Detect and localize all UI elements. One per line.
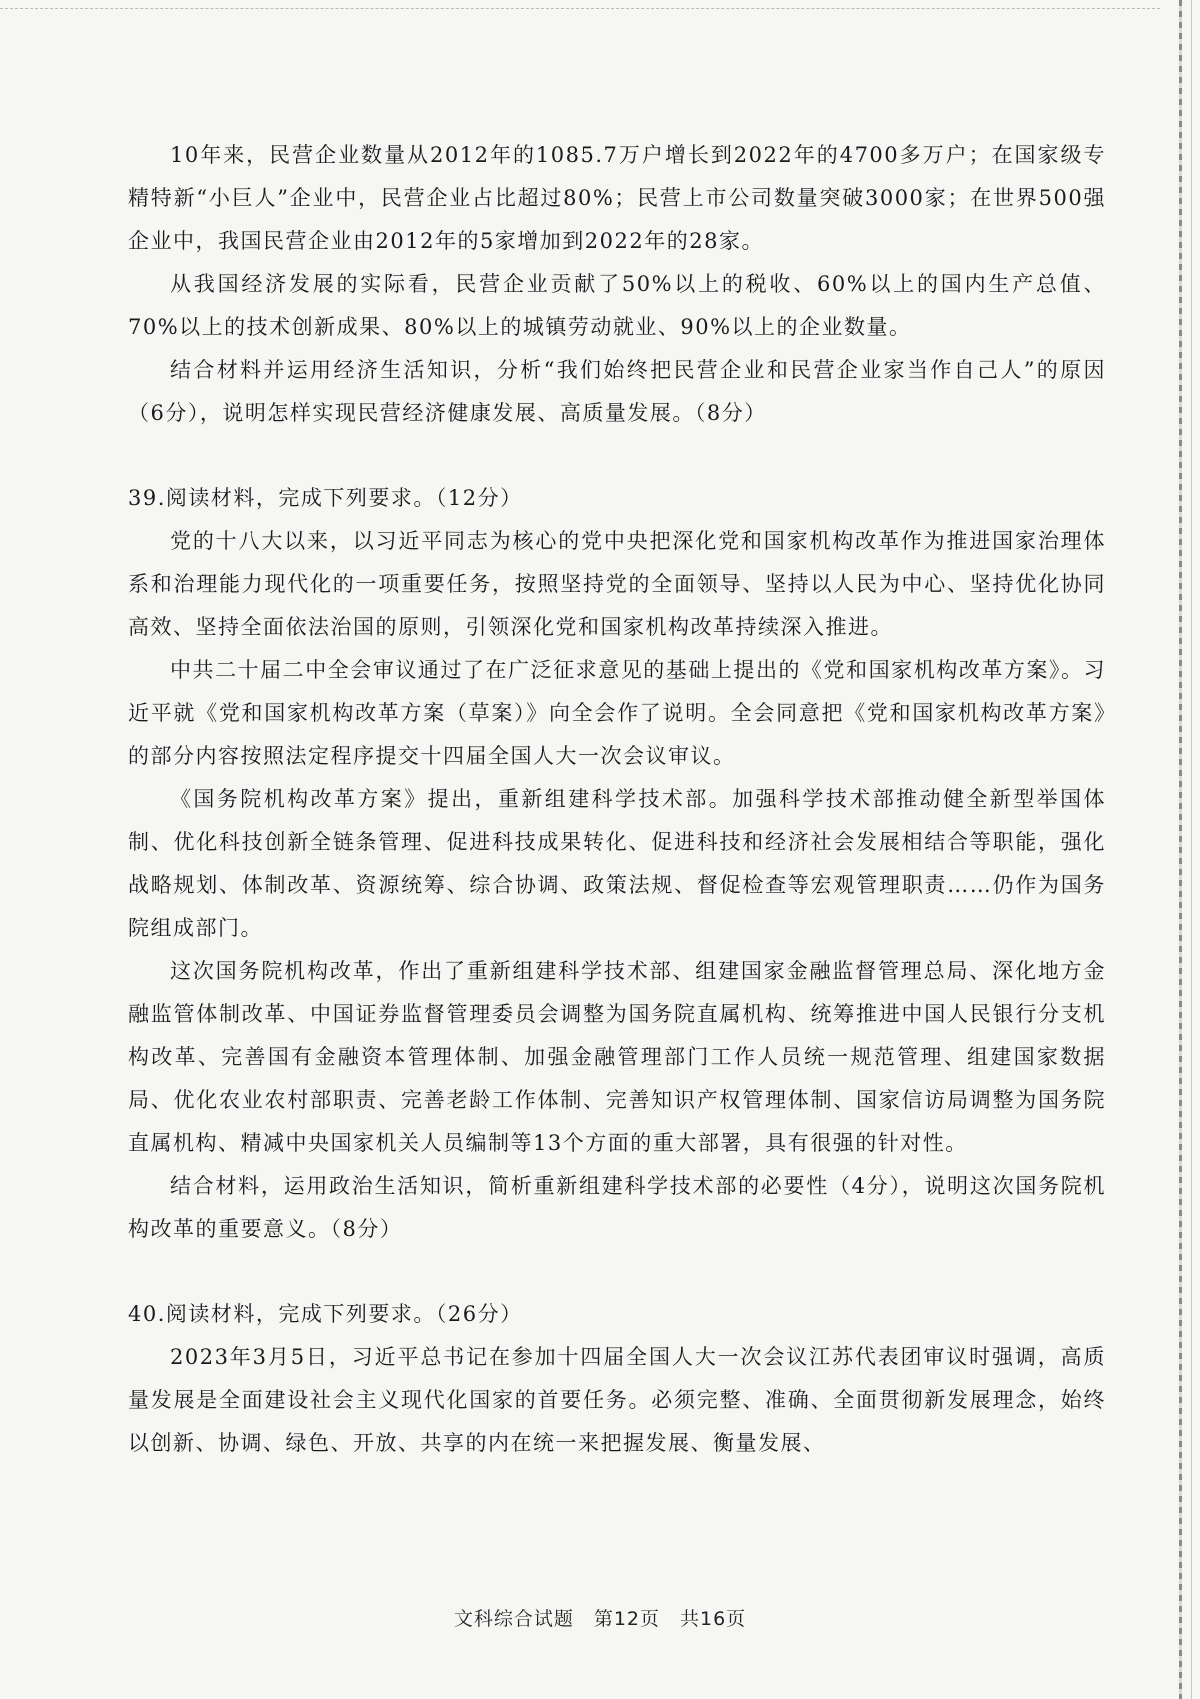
question-prompt: 结合材料，运用政治生活知识，简析重新组建科学技术部的必要性（4分），说明这次国务院机构改革的重要意义。（8分） xyxy=(128,1174,1106,1241)
scan-binding-edge xyxy=(1179,0,1182,1699)
question-40 xyxy=(128,1293,1106,1465)
paragraph: 10年来，民营企业数量从2012年的1085.7万户增长到2022年的4700多万户；在国家级专精特新“小巨人”企业中，民营企业占比超过80%；民营上市公司数量突破3000家；在世界500强企业中，我国民营企业由2012年的5家增加到2022年的28家。 xyxy=(128,143,1106,253)
scan-binding-edge-line xyxy=(1191,0,1192,1699)
page-footer: 文科综合试题 第12页 共16页 xyxy=(453,1608,747,1630)
paragraph: 从我国经济发展的实际看，民营企业贡献了50%以上的税收、60%以上的国内生产总值、70%以上的技术创新成果、80%以上的城镇劳动就业、90%以上的企业数量。 xyxy=(128,272,1106,339)
paragraph: 这次国务院机构改革，作出了重新组建科学技术部、组建国家金融监督管理总局、深化地方金融监管体制改革、中国证券监督管理委员会调整为国务院直属机构、统筹推进中国人民银行分支机构改革、完善国有金融资本管理体制、加强金融管理部门工作人员统一规范管理、组建国家数据局、优化农业农村部职责、完善老龄工作体制、完善知识产权管理体制、国家信访局调整为国务院直属机构、精减中央国家机关人员编制等13个方面的重大部署，具有很强的针对性。 xyxy=(128,959,1106,1155)
page-content xyxy=(128,134,1106,1465)
question-title: 39.阅读材料，完成下列要求。（12分） xyxy=(128,486,523,510)
paragraph: 2023年3月5日，习近平总书记在参加十四届全国人大一次会议江苏代表团审议时强调，高质量发展是全面建设社会主义现代化国家的首要任务。必须完整、准确、全面贯彻新发展理念，始终以创新、协调、绿色、开放、共享的内在统一来把握发展、衡量发展、 xyxy=(128,1345,1106,1455)
question-39 xyxy=(128,477,1106,1251)
scan-top-edge xyxy=(0,8,1160,10)
question-title: 40.阅读材料，完成下列要求。（26分） xyxy=(128,1302,523,1326)
paragraph: 《国务院机构改革方案》提出，重新组建科学技术部。加强科学技术部推动健全新型举国体制、优化科技创新全链条管理、促进科技成果转化、促进科技和经济社会发展相结合等职能，强化战略规划、体制改革、资源统筹、综合协调、政策法规、督促检查等宏观管理职责……仍作为国务院组成部门。 xyxy=(128,787,1106,940)
paragraph: 党的十八大以来，以习近平同志为核心的党中央把深化党和国家机构改革作为推进国家治理体系和治理能力现代化的一项重要任务，按照坚持党的全面领导、坚持以人民为中心、坚持优化协同高效、坚持全面依法治国的原则，引领深化党和国家机构改革持续深入推进。 xyxy=(128,529,1106,639)
question-38-material xyxy=(128,134,1106,435)
paragraph: 中共二十届二中全会审议通过了在广泛征求意见的基础上提出的《党和国家机构改革方案》。习近平就《党和国家机构改革方案（草案）》向全会作了说明。全会同意把《党和国家机构改革方案》的部分内容按照法定程序提交十四届全国人大一次会议审议。 xyxy=(128,658,1106,768)
question-prompt: 结合材料并运用经济生活知识，分析“我们始终把民营企业和民营企业家当作自己人”的原因（6分），说明怎样实现民营经济健康发展、高质量发展。（8分） xyxy=(128,358,1106,425)
